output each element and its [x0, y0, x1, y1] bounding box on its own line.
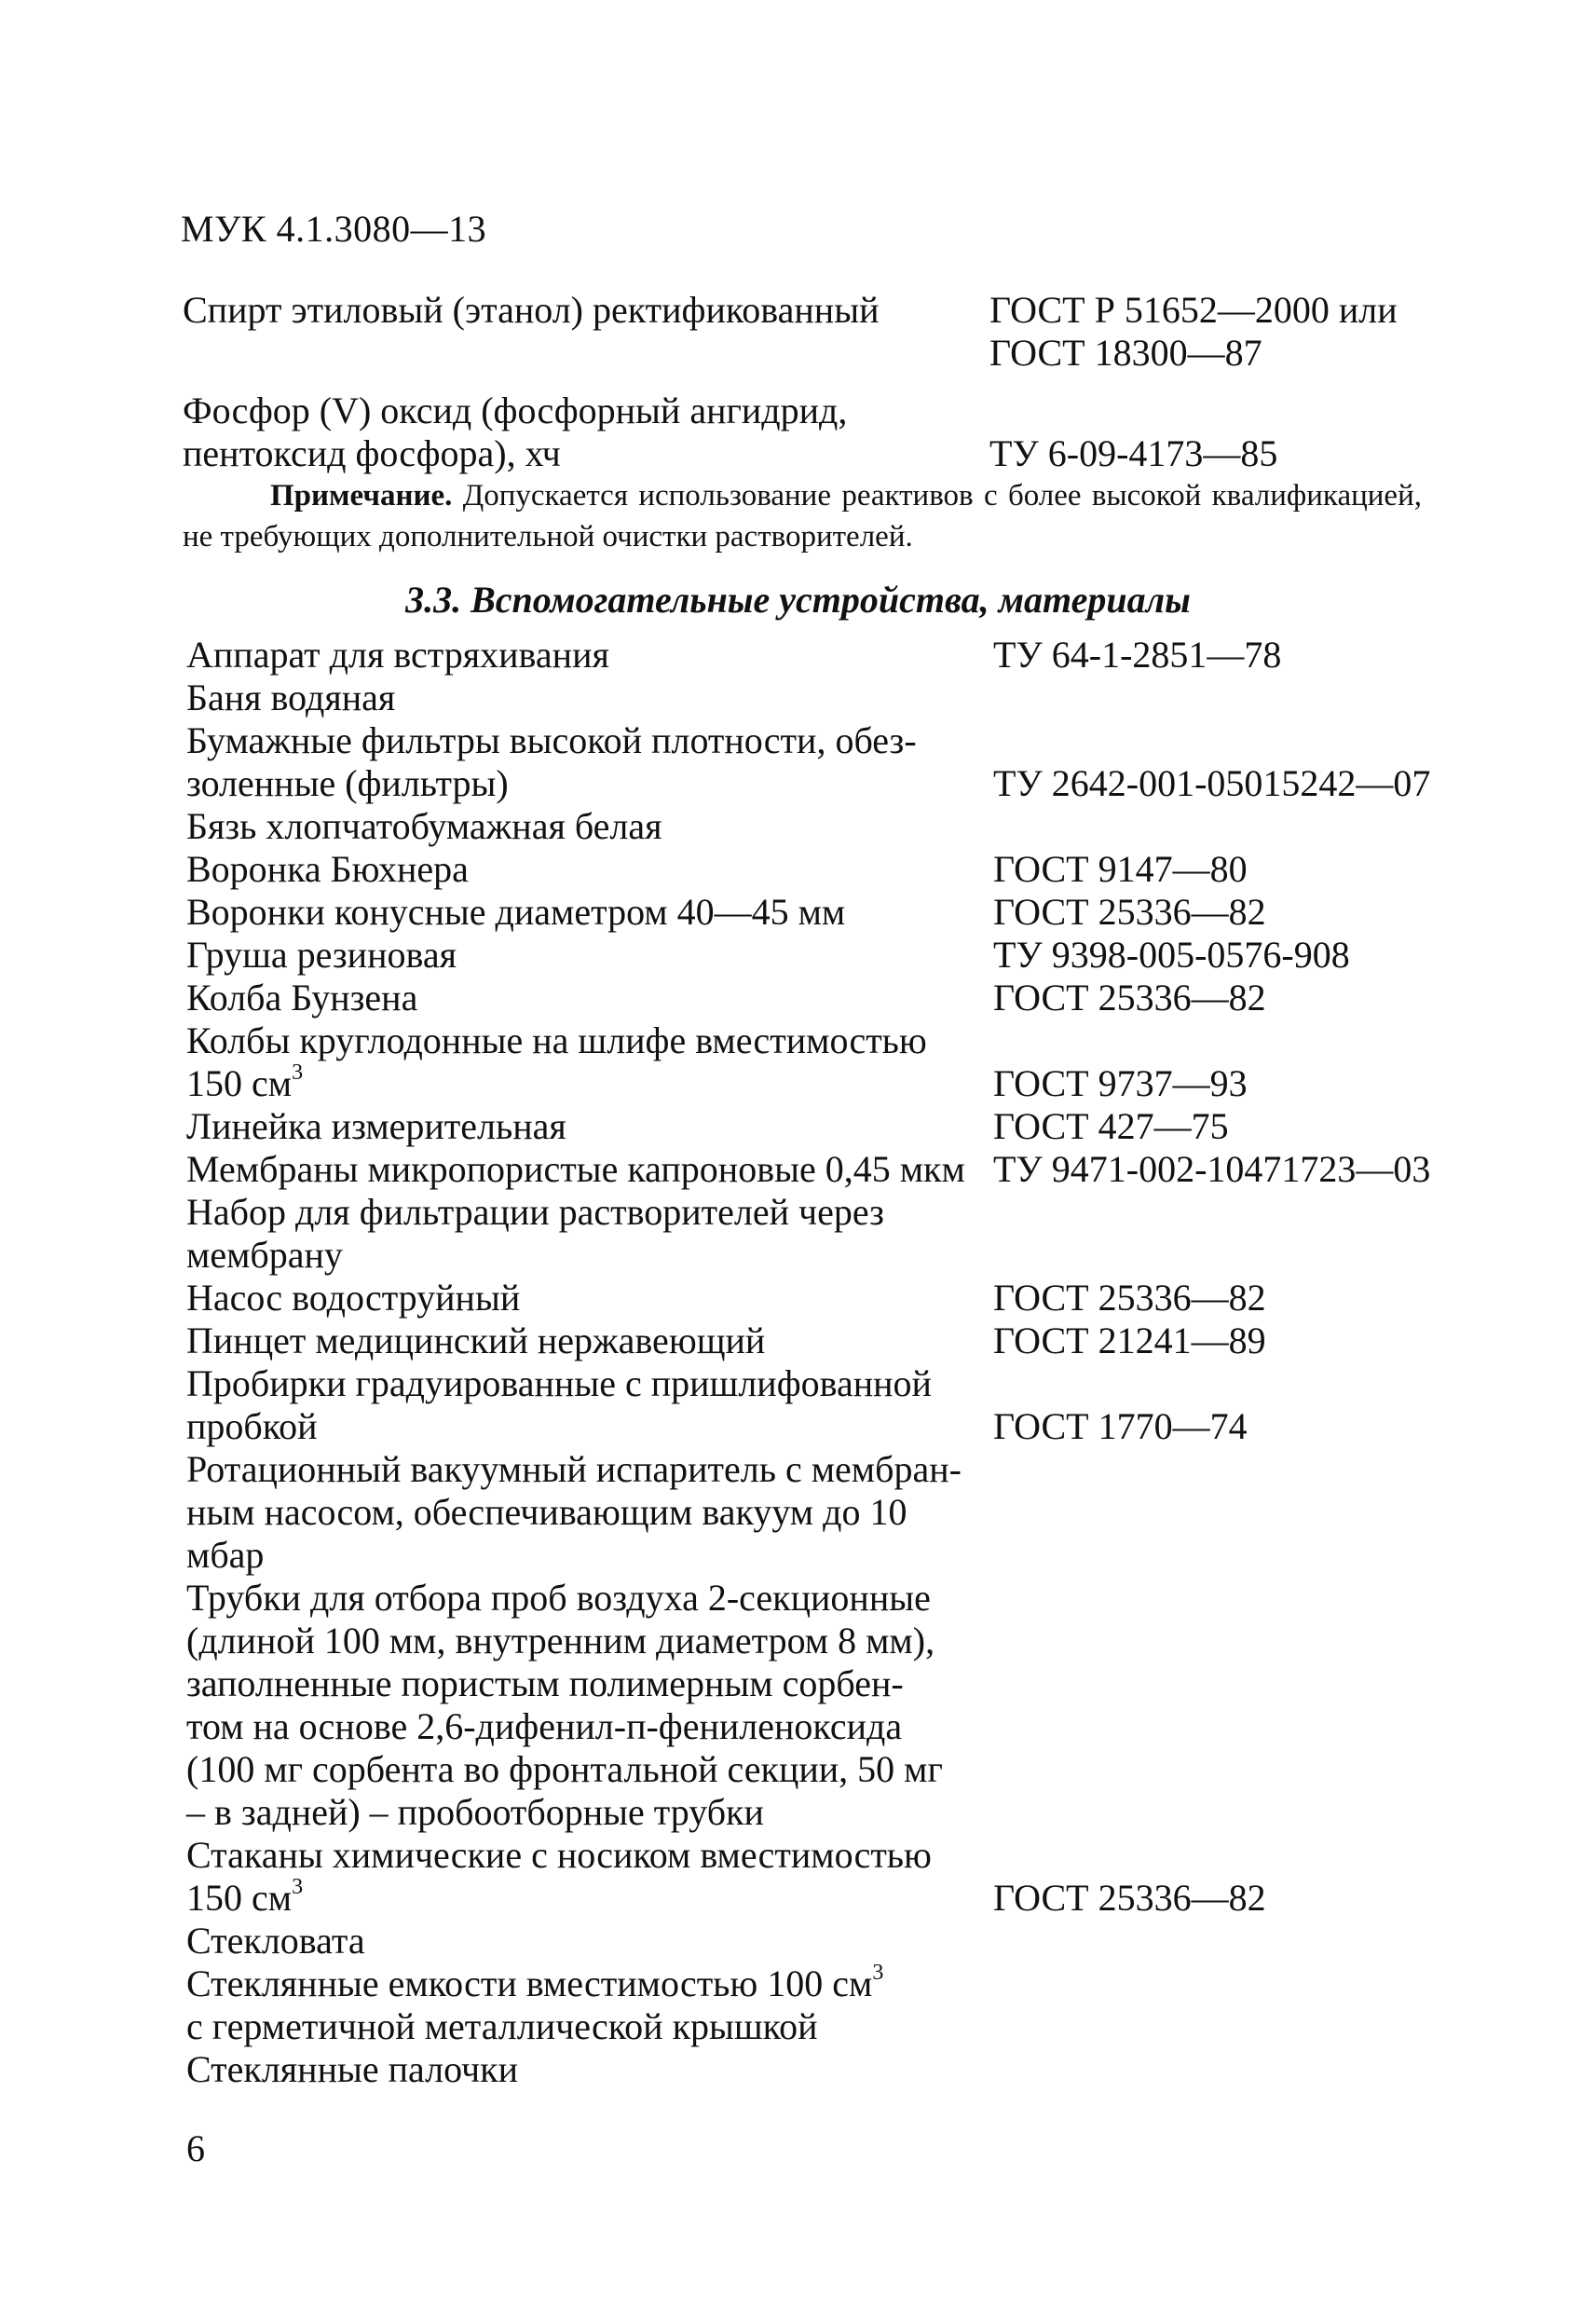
- material-row: [186, 977, 1472, 1019]
- material-name: [186, 1448, 993, 1577]
- reagent-standard: ГОСТ Р 51652—2000 или ГОСТ 18300—87: [989, 289, 1398, 374]
- reagent-standard: ТУ 6-09-4173—85: [989, 432, 1278, 474]
- material-name: [186, 1320, 993, 1362]
- material-name: [186, 1191, 993, 1277]
- unit-superscript: 3: [292, 1060, 304, 1085]
- document-code: МУК 4.1.3080—13: [181, 208, 487, 250]
- material-standard: [993, 805, 1472, 848]
- material-name: [186, 1834, 993, 1920]
- material-name: [186, 805, 993, 848]
- material-name: [186, 634, 993, 677]
- material-row: [186, 891, 1472, 934]
- material-standard-text: ТУ 9471-002-10471723—03: [993, 1148, 1431, 1190]
- material-name: [186, 1920, 993, 1962]
- material-name: [186, 719, 993, 805]
- material-name-text: Колба Бунзена: [186, 977, 418, 1019]
- material-standard-text: ГОСТ 9147—80: [993, 848, 1248, 890]
- material-standard: [993, 934, 1472, 977]
- material-row: [186, 1448, 1472, 1577]
- material-standard-text: ТУ 9398-005-0576-908: [993, 934, 1350, 976]
- material-row: [186, 1962, 1472, 2048]
- material-name-text: Бязь хлопчатобумажная белая: [186, 805, 662, 847]
- material-standard: [993, 1920, 1472, 1962]
- material-name: [186, 934, 993, 977]
- material-row: [186, 934, 1472, 977]
- material-row: [186, 677, 1472, 719]
- material-standard: [993, 1320, 1472, 1362]
- material-name-text: Груша резиновая: [186, 934, 457, 976]
- material-row: [186, 634, 1472, 677]
- material-row: [186, 805, 1472, 848]
- material-standard: [993, 1362, 1472, 1448]
- material-name-text: Ротационный вакуумный испаритель с мембран- ным насосом, обеспечивающим вакуум до 10 мбар: [186, 1448, 962, 1576]
- material-standard: [993, 891, 1472, 934]
- material-name-text: Пробирки градуированные с пришлифованной пробкой: [186, 1362, 932, 1447]
- material-standard: [993, 1577, 1472, 1834]
- material-standard: [993, 1834, 1472, 1920]
- material-standard-text: ГОСТ 25336—82: [993, 1277, 1266, 1319]
- material-row: [186, 719, 1472, 805]
- material-name: [186, 2048, 993, 2091]
- material-standard: [993, 1277, 1472, 1320]
- reagents-list: [183, 289, 1459, 475]
- material-name-text: Насос водоструйный: [186, 1277, 521, 1319]
- material-name-text: Стекловата: [186, 1920, 365, 1962]
- material-standard-text: ТУ 64-1-2851—78: [993, 634, 1282, 676]
- material-standard-text: ГОСТ 21241—89: [993, 1320, 1266, 1361]
- reagent-row: [183, 390, 1459, 475]
- material-name-text: Колбы круглодонные на шлифе вместимостью 150 см: [186, 1019, 927, 1104]
- material-row: [186, 1277, 1472, 1320]
- material-name-continuation: с герметичной металлической крышкой: [186, 2005, 818, 2047]
- unit-superscript: 3: [872, 1960, 884, 1985]
- reagent-name: Спирт этиловый (этанол) ректификованный: [183, 289, 880, 331]
- material-standard: [993, 1962, 1472, 2048]
- material-name-text: Аппарат для встряхивания: [186, 634, 609, 676]
- material-standard-text: ГОСТ 9737—93: [993, 1062, 1248, 1104]
- reagent-row: [183, 289, 1459, 375]
- material-standard: [993, 634, 1472, 677]
- material-name-text: Стаканы химические с носиком вместимостью 150 см: [186, 1834, 932, 1919]
- material-name: [186, 1148, 993, 1191]
- material-row: [186, 1105, 1472, 1148]
- material-standard-text: ГОСТ 427—75: [993, 1105, 1229, 1147]
- material-row: [186, 1019, 1472, 1105]
- material-standard-text: ГОСТ 25336—82: [993, 891, 1266, 933]
- note-paragraph: [183, 475, 1422, 557]
- material-name: [186, 848, 993, 891]
- material-name-text: Бумажные фильтры высокой плотности, обез- золенные (фильтры): [186, 719, 917, 804]
- material-name-text: Баня водяная: [186, 677, 396, 718]
- material-name: [186, 1577, 993, 1834]
- material-standard: [993, 1105, 1472, 1148]
- material-standard-text: ТУ 2642-001-05015242—07: [993, 762, 1431, 804]
- material-name: [186, 1019, 993, 1105]
- material-row: [186, 1577, 1472, 1834]
- material-standard: [993, 2048, 1472, 2091]
- material-name: [186, 1962, 993, 2048]
- material-standard: [993, 1019, 1472, 1105]
- material-row: [186, 1320, 1472, 1362]
- material-row: [186, 848, 1472, 891]
- material-row: [186, 1834, 1472, 1920]
- material-row: [186, 1920, 1472, 1962]
- material-name-text: Пинцет медицинский нержавеющий: [186, 1320, 766, 1361]
- unit-superscript: 3: [292, 1874, 304, 1899]
- material-name: [186, 677, 993, 719]
- material-name-text: Воронки конусные диаметром 40—45 мм: [186, 891, 846, 933]
- material-standard: [993, 848, 1472, 891]
- page-number: 6: [186, 2127, 205, 2169]
- material-name: [186, 1105, 993, 1148]
- material-standard-text: ГОСТ 25336—82: [993, 977, 1266, 1019]
- material-name: [186, 1277, 993, 1320]
- material-name-text: Воронка Бюхнера: [186, 848, 469, 890]
- reagent-name: Фосфор (V) оксид (фосфорный ангидрид, пентоксид фосфора), хч: [183, 390, 848, 474]
- material-name: [186, 891, 993, 934]
- note-text: Допускается использование реактивов с более высокой квалификацией, не требующих дополнительной очистки растворителей.: [183, 479, 1422, 554]
- material-name: [186, 1362, 993, 1448]
- material-standard-text: ГОСТ 25336—82: [993, 1877, 1266, 1919]
- material-row: [186, 1191, 1472, 1277]
- material-name: [186, 977, 993, 1019]
- material-standard: [993, 1148, 1472, 1191]
- material-standard: [993, 1448, 1472, 1577]
- material-name-text: Линейка измерительная: [186, 1105, 566, 1147]
- section-heading: 3.3. Вспомогательные устройства, материалы: [405, 579, 1191, 621]
- material-row: [186, 1362, 1472, 1448]
- material-row: [186, 2048, 1472, 2091]
- material-standard: [993, 977, 1472, 1019]
- material-standard: [993, 1191, 1472, 1277]
- materials-list: [186, 634, 1472, 2091]
- material-name-text: Стеклянные емкости вместимостью 100 см: [186, 1962, 873, 2004]
- material-name-text: Набор для фильтрации растворителей через мембрану: [186, 1191, 884, 1276]
- material-standard-text: ГОСТ 1770—74: [993, 1405, 1248, 1447]
- material-name-text: Мембраны микропористые капроновые 0,45 мкм: [186, 1148, 965, 1190]
- material-standard: [993, 719, 1472, 805]
- material-row: [186, 1148, 1472, 1191]
- material-standard: [993, 677, 1472, 719]
- material-name-text: Трубки для отбора проб воздуха 2-секционные (длиной 100 мм, внутренним диаметром 8 мм), заполненные пористым полимерным сорбен- том на основе 2,6-дифенил-п-фениленоксида (100 мг сорбента во фронтальной секции, 50 мг – в задней) – пробоотборные трубки: [186, 1577, 943, 1833]
- material-name-text: Стеклянные палочки: [186, 2048, 519, 2090]
- note-label: Примечание.: [270, 479, 453, 513]
